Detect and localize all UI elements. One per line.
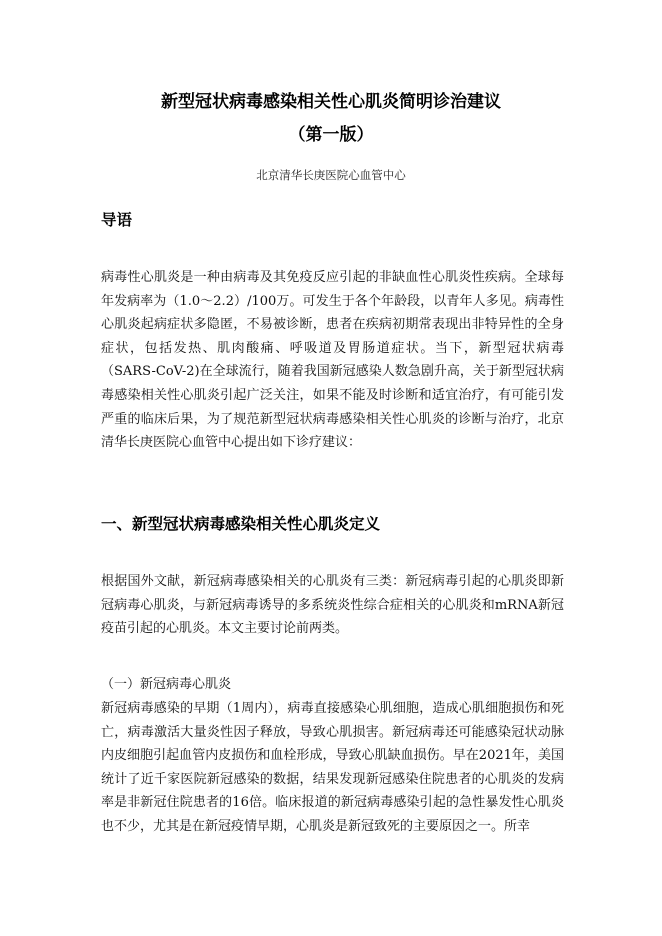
subsection-1-heading: （一）新冠病毒心肌炎	[101, 677, 232, 692]
section-1-paragraph: 根据国外文献，新冠病毒感染相关的心肌炎有三类：新冠病毒引起的心肌炎即新冠病毒心肌炎，与新冠病毒诱导的多系统炎性综合症相关的心肌炎和mRNA新冠疫苗引起的心肌炎。本文主要讨论前两类。	[101, 574, 564, 637]
intro-paragraph: 病毒性心肌炎是一种由病毒及其免疫反应引起的非缺血性心肌炎性疾病。全球每年发病率为（1.0～2.2）/100万。可发生于各个年龄段，以青年人多见。病毒性心肌炎起病症状多隐匿，不易被诊断，患者在疾病初期常表现出非特异性的全身症状，包括发热、肌肉酸痛、呼吸道及胃肠道症状。当下，新型冠状病毒（SARS-CoV-2)在全球流行，随着我国新冠感染人数急剧升高，关于新型冠状病毒感染相关性心肌炎引起广泛关注，如果不能及时诊断和适宜治疗，有可能引发严重的临床后果，为了规范新型冠状病毒感染相关性心肌炎的诊断与治疗，北京清华长庚医院心血管中心提出如下诊疗建议：	[101, 270, 564, 451]
subsection-1-paragraph: 新冠病毒感染的早期（1周内），病毒直接感染心肌细胞，造成心肌细胞损伤和死亡，病毒激活大量炎性因子释放，导致心肌损害。新冠病毒还可能感染冠状动脉内皮细胞引起血管内皮损伤和血栓形成，导致心肌缺血损伤。早在2021年，美国统计了近千家医院新冠感染的数据，结果发现新冠感染住院患者的心肌炎的发病率是非新冠住院患者的16倍。临床报道的新冠病毒感染引起的急性暴发性心肌炎也不少，尤其是在新冠疫情早期，心肌炎是新冠致死的主要原因之一。所幸	[101, 701, 564, 834]
author-organization: 北京清华长庚医院心血管中心	[256, 168, 406, 182]
intro-heading: 导语	[101, 211, 133, 229]
document-edition: （第一版）	[288, 125, 374, 145]
section-1-heading: 一、新型冠状病毒感染相关性心肌炎定义	[101, 515, 381, 533]
document-title: 新型冠状病毒感染相关性心肌炎简明诊治建议	[161, 92, 501, 112]
